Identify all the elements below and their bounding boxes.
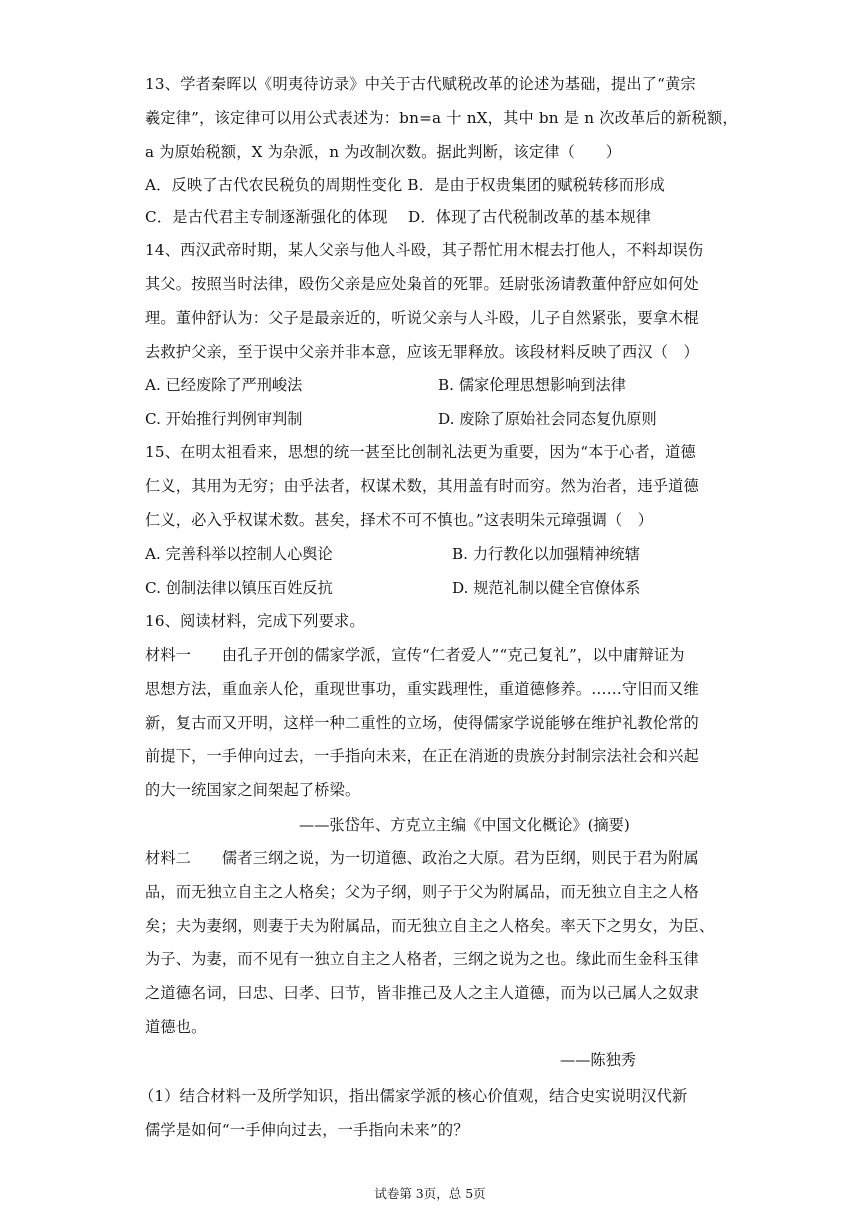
- question-14-option-b: B. 儒家伦理思想影响到法律: [438, 376, 626, 394]
- question-14-stem-line: 理。董仲舒认为：父子是最亲近的，听说父亲与人斗殴，儿子自然紧张，要拿木棍: [145, 309, 699, 327]
- material-1-source: ——张岱年、方克立主编《中国文化概论》(摘要): [299, 816, 630, 834]
- question-14-option-a: A. 已经废除了严刑峻法: [145, 376, 303, 394]
- question-15-option-a: A. 完善科举以控制人心舆论: [145, 545, 333, 563]
- material-1-line: 思想方法，重血亲人伦，重现世事功，重实践理性，重道德修养。……守旧而又维: [145, 680, 699, 698]
- material-1-line: 新，复古而又开明，这样一种二重性的立场，使得儒家学说能够在维护礼教伦常的: [145, 714, 699, 732]
- page-footer: 试卷第 3页，总 5页: [374, 1186, 486, 1201]
- question-15-option-b: B. 力行教化以加强精神统辖: [452, 545, 640, 563]
- material-2-line: 矣；夫为妻纲，则妻于夫为附属品，而无独立自主之人格矣。率天下之男女，为臣、: [145, 917, 715, 935]
- question-13-stem-line: a 为原始税额，X 为杂派，n 为改制次数。据此判断，该定律（ ）: [145, 143, 622, 161]
- material-1-line: 材料一 由孔子开创的儒家学派，宣传“仁者爱人”“克己复礼”，以中庸辩证为: [145, 646, 685, 664]
- sub-question-1-line: （1）结合材料一及所学知识，指出儒家学派的核心价值观，结合史实说明汉代新: [139, 1087, 688, 1105]
- question-14-stem-line: 14、西汉武帝时期，某人父亲与他人斗殴，其子帮忙用木棍去打他人，不料却误伤: [145, 241, 704, 259]
- question-14-stem-line: 其父。按照当时法律，殴伤父亲是应处枭首的死罪。廷尉张汤请教董仲舒应如何处: [145, 275, 699, 293]
- material-2-line: 品，而无独立自主之人格矣；父为子纲，则子于父为附属品，而无独立自主之人格: [145, 883, 699, 901]
- material-2-line: 之道德名词，曰忠、曰孝、曰节，皆非推己及人之主人道德，而为以己属人之奴隶: [145, 984, 699, 1002]
- question-13-options-line: A．反映了古代农民税负的周期性变化 B．是由于权贵集团的赋税转移而形成: [145, 176, 665, 194]
- sub-question-1-line: 儒学是如何“一手伸向过去，一手指向未来”的？: [145, 1121, 469, 1139]
- question-15-stem-line: 15、在明太祖看来，思想的统一甚至比创制礼法更为重要，因为“本于心者，道德: [145, 443, 696, 461]
- material-2-line: 为子、为妻，而不见有一独立自主之人格者，三纲之说为之也。缘此而生金科玉律: [145, 950, 699, 968]
- question-13-stem-line: 13、学者秦晖以《明夷待访录》中关于古代赋税改革的论述为基础，提出了“黄宗: [145, 75, 696, 93]
- question-15-option-d: D. 规范礼制以健全官僚体系: [452, 579, 641, 597]
- material-2-line: 道德也。: [145, 1018, 207, 1036]
- question-15-stem-line: 仁义，必入乎权谋术数。甚矣，择术不可不慎也。”这表明朱元璋强调（ ）: [145, 511, 654, 529]
- material-1-line: 前提下，一手伸向过去，一手指向未来，在正在消逝的贵族分封制宗法社会和兴起: [145, 747, 699, 765]
- question-13-options-line: C．是古代君主专制逐渐强化的体现 D．体现了古代税制改革的基本规律: [145, 208, 652, 226]
- question-13-stem-line: 羲定律”，该定律可以用公式表述为：bn=a 十 nX，其中 bn 是 n 次改革后的新税额，: [145, 109, 738, 127]
- question-15-stem-line: 仁义，其用为无穷；由乎法者，权谋术数，其用盖有时而穷。然为治者，违乎道德: [145, 477, 699, 495]
- question-14-option-d: D. 废除了原始社会同态复仇原则: [438, 410, 657, 428]
- question-16-intro: 16、阅读材料，完成下列要求。: [145, 612, 365, 630]
- question-14-stem-line: 去救护父亲，至于误中父亲并非本意，应该无罪释放。该段材料反映了西汉（ ）: [145, 343, 699, 361]
- question-14-option-c: C. 开始推行判例审判制: [145, 410, 303, 428]
- material-2-line: 材料二 儒者三纲之说，为一切道德、政治之大原。君为臣纲，则民于君为附属: [145, 849, 699, 867]
- question-15-option-c: C. 创制法律以镇压百姓反抗: [145, 579, 333, 597]
- material-1-line: 的大一统国家之间架起了桥梁。: [145, 781, 361, 799]
- material-2-source: ——陈独秀: [560, 1051, 636, 1069]
